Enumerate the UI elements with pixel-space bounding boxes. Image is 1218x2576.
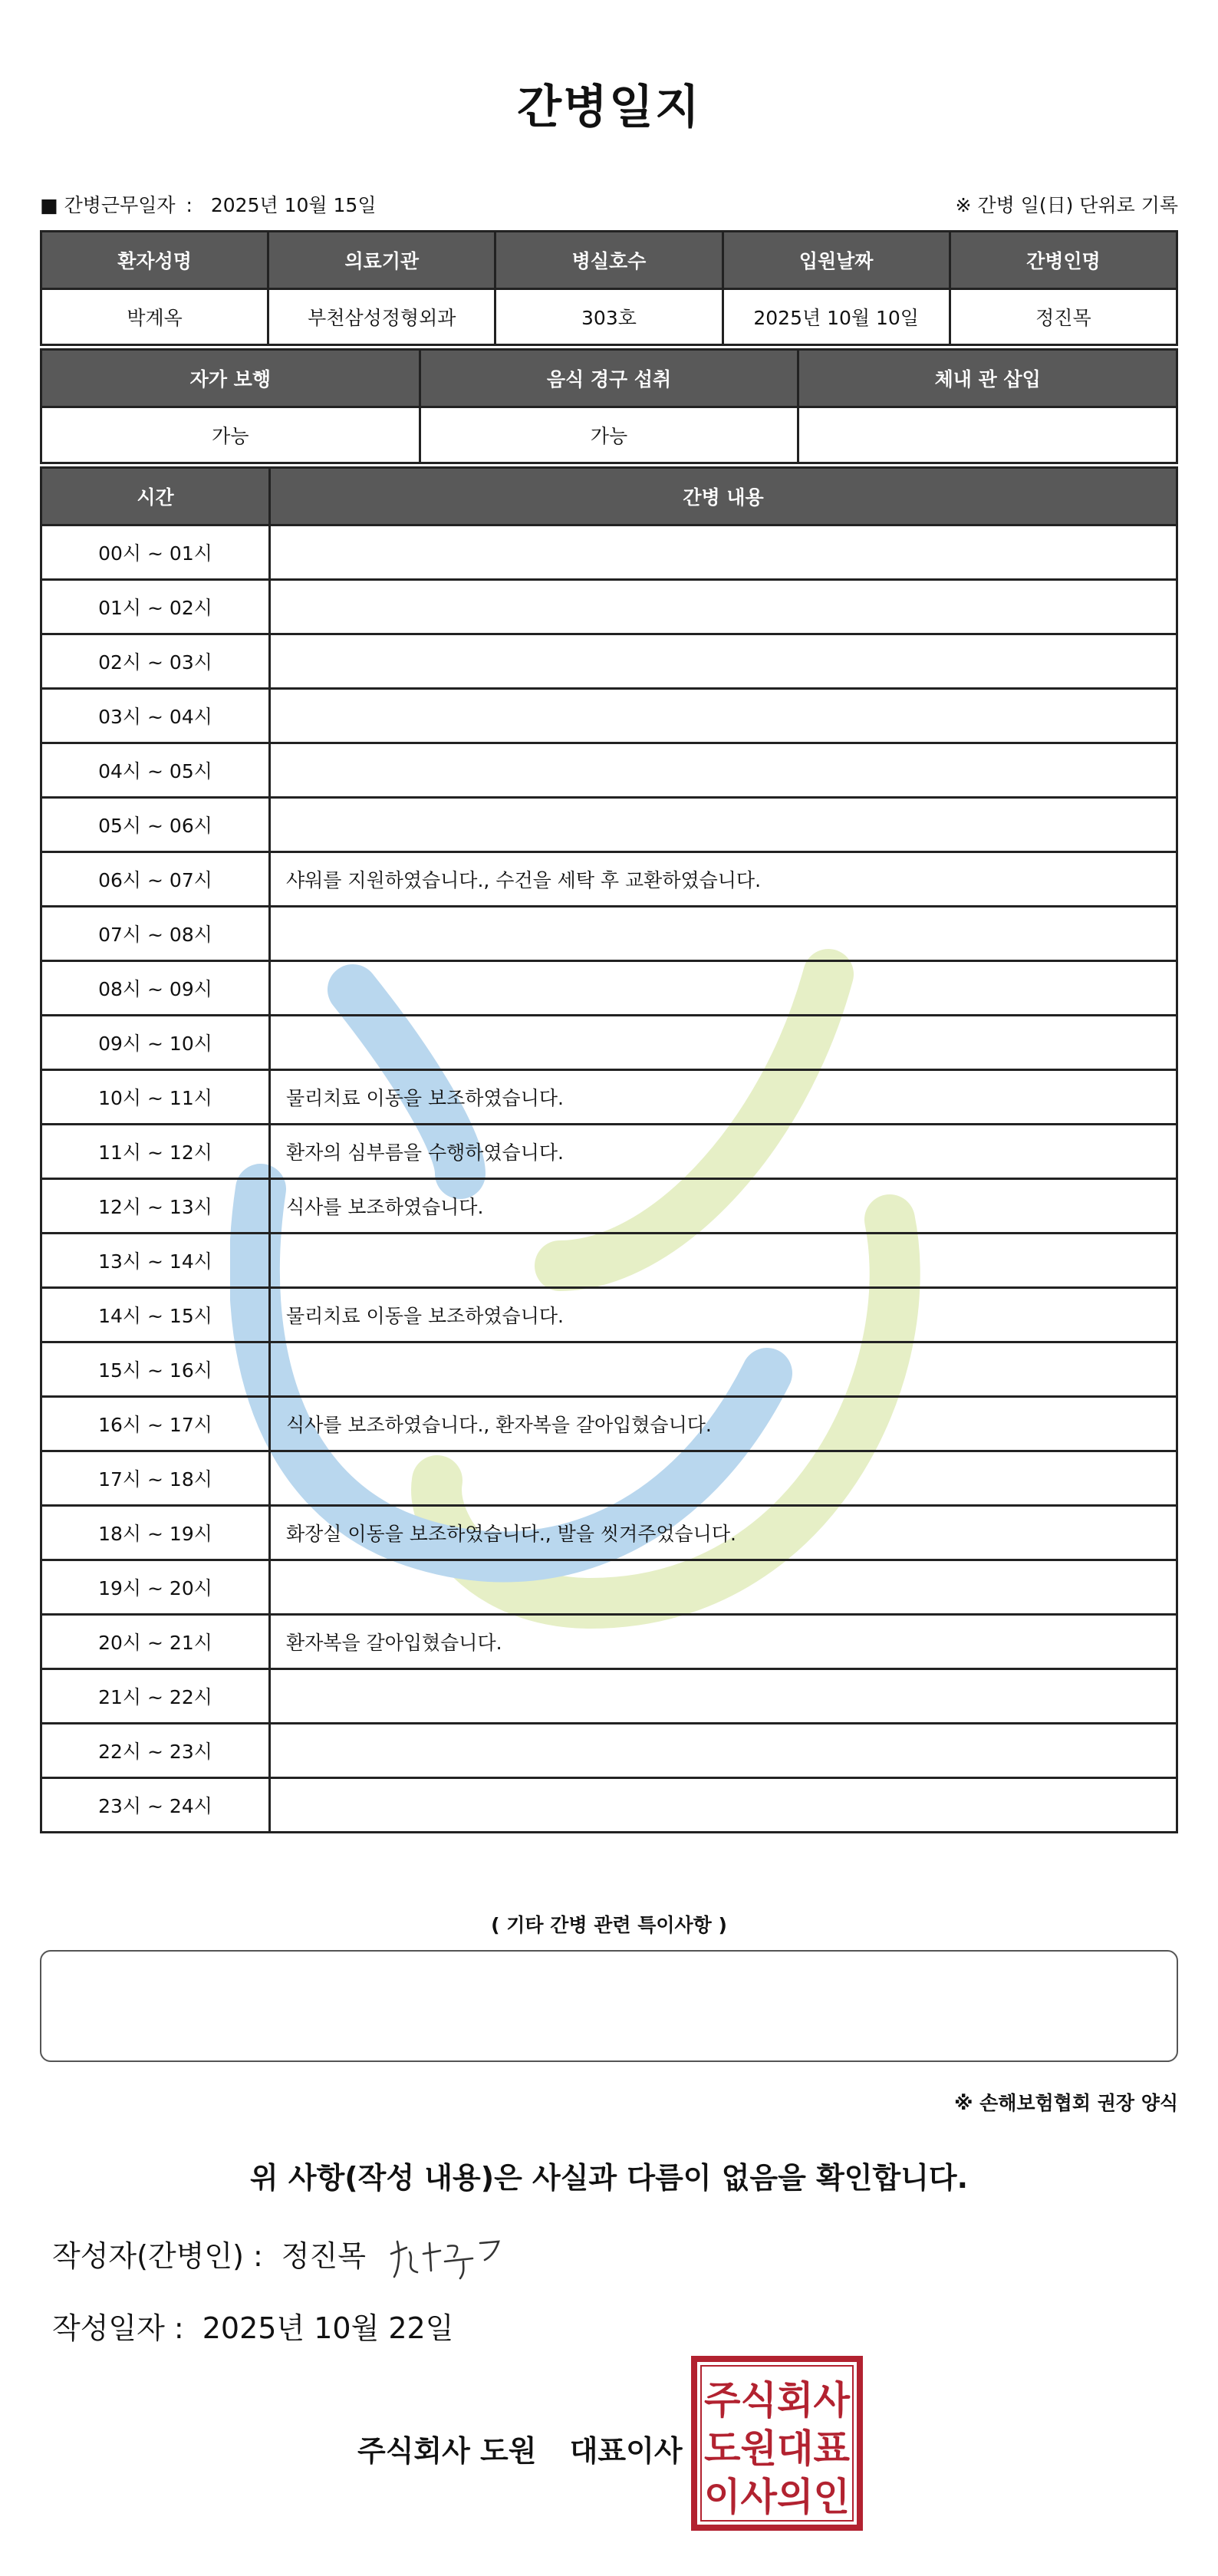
table-row bbox=[41, 1778, 1177, 1833]
log-time: 23시 ~ 24시 bbox=[41, 1778, 270, 1833]
log-content bbox=[270, 798, 1177, 852]
log-content: 식사를 보조하였습니다. bbox=[270, 1179, 1177, 1234]
table-row bbox=[41, 1288, 1177, 1342]
table-row bbox=[41, 1016, 1177, 1070]
log-content bbox=[270, 580, 1177, 634]
log-content bbox=[270, 1778, 1177, 1833]
confirmation-statement: 위 사항(작성 내용)은 사실과 다름이 없음을 확인합니다. bbox=[249, 2161, 969, 2195]
oral-intake-status: 가능 bbox=[420, 407, 798, 463]
log-content bbox=[270, 907, 1177, 961]
log-time: 13시 ~ 14시 bbox=[41, 1234, 270, 1288]
work-date bbox=[40, 190, 376, 218]
patient-info-table bbox=[40, 230, 1178, 346]
log-content bbox=[270, 1016, 1177, 1070]
log-time: 12시 ~ 13시 bbox=[41, 1179, 270, 1234]
table-row bbox=[41, 1234, 1177, 1288]
log-time: 15시 ~ 16시 bbox=[41, 1342, 270, 1397]
log-content bbox=[270, 525, 1177, 580]
tube-insertion-status bbox=[798, 407, 1177, 463]
table-row bbox=[41, 1724, 1177, 1778]
work-date-label: ■ 간병근무일자 bbox=[40, 194, 176, 216]
log-content bbox=[270, 689, 1177, 743]
author-row bbox=[52, 2232, 366, 2275]
table-row bbox=[41, 1506, 1177, 1560]
table-row bbox=[41, 798, 1177, 852]
patient-status-table bbox=[40, 348, 1178, 464]
table-row bbox=[41, 689, 1177, 743]
work-date-separator: : bbox=[186, 194, 193, 216]
seal-line-3: 이사의인 bbox=[704, 2475, 850, 2519]
log-time: 18시 ~ 19시 bbox=[41, 1506, 270, 1560]
seal-line-1: 주식회사 bbox=[704, 2378, 851, 2423]
log-time: 05시 ~ 06시 bbox=[41, 798, 270, 852]
care-log-table bbox=[40, 466, 1178, 1833]
company-signature-line bbox=[357, 2427, 683, 2469]
table-row bbox=[41, 852, 1177, 907]
written-date-row bbox=[52, 2304, 453, 2347]
status-header: 자가 보행 bbox=[41, 350, 420, 407]
walking-status: 가능 bbox=[41, 407, 420, 463]
log-time: 04시 ~ 05시 bbox=[41, 743, 270, 798]
table-row bbox=[41, 1070, 1177, 1125]
notes-title: ( 기타 간병 관련 특이사항 ) bbox=[491, 1914, 727, 1936]
table-row bbox=[41, 580, 1177, 634]
company-name: 주식회사 도원 bbox=[357, 2434, 537, 2468]
info-header: 의료기관 bbox=[268, 232, 495, 289]
log-header-time: 시간 bbox=[41, 468, 270, 525]
log-content bbox=[270, 1451, 1177, 1506]
meta-row bbox=[40, 189, 1178, 219]
unit-note: ※ 간병 일(日) 단위로 기록 bbox=[955, 194, 1178, 216]
log-time: 16시 ~ 17시 bbox=[41, 1397, 270, 1451]
status-header: 음식 경구 섭취 bbox=[420, 350, 798, 407]
info-header: 간병인명 bbox=[950, 232, 1177, 289]
log-content bbox=[270, 1560, 1177, 1615]
log-time: 09시 ~ 10시 bbox=[41, 1016, 270, 1070]
status-header: 체내 관 삽입 bbox=[798, 350, 1177, 407]
table-row bbox=[41, 1669, 1177, 1724]
log-content: 화장실 이동을 보조하였습니다., 발을 씻겨주었습니다. bbox=[270, 1506, 1177, 1560]
log-time: 00시 ~ 01시 bbox=[41, 525, 270, 580]
patient-name: 박계옥 bbox=[41, 289, 268, 345]
log-header-content: 간병 내용 bbox=[270, 468, 1177, 525]
table-row bbox=[41, 743, 1177, 798]
info-header-row bbox=[41, 232, 1177, 289]
log-content bbox=[270, 1234, 1177, 1288]
log-content bbox=[270, 634, 1177, 689]
admission-date: 2025년 10월 10일 bbox=[723, 289, 950, 345]
table-row bbox=[41, 1397, 1177, 1451]
form-note: ※ 손해보험협회 권장 양식 bbox=[954, 2092, 1178, 2114]
table-row bbox=[41, 525, 1177, 580]
log-content bbox=[270, 1724, 1177, 1778]
info-value-row bbox=[41, 289, 1177, 345]
log-time: 20시 ~ 21시 bbox=[41, 1615, 270, 1669]
company-seal bbox=[690, 2355, 864, 2532]
log-time: 14시 ~ 15시 bbox=[41, 1288, 270, 1342]
room-number: 303호 bbox=[495, 289, 723, 345]
log-content: 물리치료 이동을 보조하였습니다. bbox=[270, 1288, 1177, 1342]
caregiver-name: 정진목 bbox=[950, 289, 1177, 345]
table-row bbox=[41, 1560, 1177, 1615]
table-row bbox=[41, 1179, 1177, 1234]
log-time: 19시 ~ 20시 bbox=[41, 1560, 270, 1615]
table-row bbox=[41, 1451, 1177, 1506]
log-content: 물리치료 이동을 보조하였습니다. bbox=[270, 1070, 1177, 1125]
log-time: 06시 ~ 07시 bbox=[41, 852, 270, 907]
table-row bbox=[41, 1125, 1177, 1179]
company-ceo: 대표이사 bbox=[569, 2434, 683, 2468]
log-content: 식사를 보조하였습니다., 환자복을 갈아입혔습니다. bbox=[270, 1397, 1177, 1451]
log-content bbox=[270, 743, 1177, 798]
log-time: 17시 ~ 18시 bbox=[41, 1451, 270, 1506]
status-header-row bbox=[41, 350, 1177, 407]
log-time: 03시 ~ 04시 bbox=[41, 689, 270, 743]
log-body bbox=[41, 525, 1177, 1833]
info-header: 환자성명 bbox=[41, 232, 268, 289]
table-row bbox=[41, 1615, 1177, 1669]
log-content: 환자의 심부름을 수행하였습니다. bbox=[270, 1125, 1177, 1179]
author-name: 정진목 bbox=[281, 2239, 366, 2273]
log-time: 11시 ~ 12시 bbox=[41, 1125, 270, 1179]
log-content: 환자복을 갈아입혔습니다. bbox=[270, 1615, 1177, 1669]
log-time: 07시 ~ 08시 bbox=[41, 907, 270, 961]
log-content bbox=[270, 1669, 1177, 1724]
seal-line-2: 도원대표 bbox=[704, 2426, 851, 2471]
written-date-label: 작성일자 : bbox=[52, 2311, 184, 2345]
table-row bbox=[41, 907, 1177, 961]
log-time: 21시 ~ 22시 bbox=[41, 1669, 270, 1724]
log-time: 02시 ~ 03시 bbox=[41, 634, 270, 689]
log-time: 01시 ~ 02시 bbox=[41, 580, 270, 634]
log-time: 10시 ~ 11시 bbox=[41, 1070, 270, 1125]
log-time: 22시 ~ 23시 bbox=[41, 1724, 270, 1778]
special-notes-box bbox=[40, 1950, 1178, 2062]
table-row bbox=[41, 1342, 1177, 1397]
info-header: 병실호수 bbox=[495, 232, 723, 289]
log-content bbox=[270, 961, 1177, 1016]
table-row bbox=[41, 961, 1177, 1016]
log-content bbox=[270, 1342, 1177, 1397]
log-content: 샤워를 지원하였습니다., 수건을 세탁 후 교환하였습니다. bbox=[270, 852, 1177, 907]
info-header: 입원날짜 bbox=[723, 232, 950, 289]
written-date-value: 2025년 10월 22일 bbox=[202, 2311, 454, 2345]
hospital-name: 부천삼성정형외과 bbox=[268, 289, 495, 345]
author-signature bbox=[384, 2223, 506, 2288]
log-header-row bbox=[41, 468, 1177, 525]
page-title: 간병일지 bbox=[517, 81, 701, 134]
log-time: 08시 ~ 09시 bbox=[41, 961, 270, 1016]
status-value-row bbox=[41, 407, 1177, 463]
author-label: 작성자(간병인) : bbox=[52, 2239, 263, 2273]
table-row bbox=[41, 634, 1177, 689]
work-date-value: 2025년 10월 15일 bbox=[210, 194, 377, 216]
